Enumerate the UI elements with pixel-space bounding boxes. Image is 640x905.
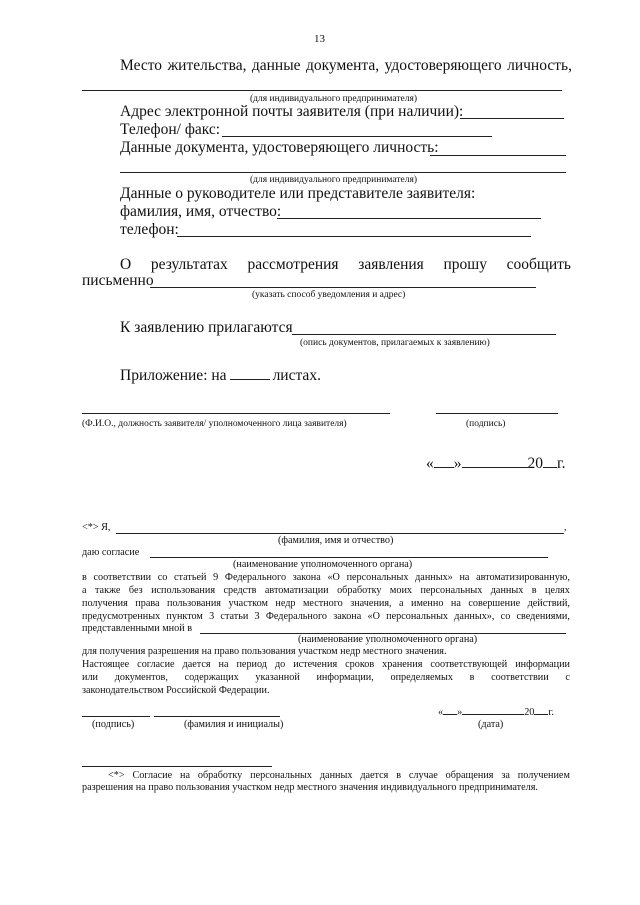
date-line xyxy=(426,455,565,473)
word: закона xyxy=(292,572,321,583)
attachments-label: К заявлению прилагаются xyxy=(120,319,293,336)
word: значения, xyxy=(350,598,392,609)
word: на xyxy=(180,770,190,781)
word: за xyxy=(501,770,510,781)
id-doc-field[interactable] xyxy=(430,155,566,156)
consent-initials-field[interactable] xyxy=(154,716,280,717)
appendix-suffix: листах. xyxy=(272,367,321,384)
word: случае xyxy=(408,770,438,781)
word: на xyxy=(450,598,461,609)
word: закона xyxy=(333,611,362,622)
consent-year-field[interactable] xyxy=(534,705,548,715)
word: «О xyxy=(327,572,340,583)
signature-field[interactable] xyxy=(436,413,558,414)
email-label: Адрес электронной почты заявителя (при наличии): xyxy=(120,103,464,120)
word: пользования xyxy=(167,598,221,609)
consent-line-5: представленными мной в xyxy=(82,623,193,634)
consent-date-line xyxy=(438,705,554,718)
residence-caption: (для индивидуального предпринимателя) xyxy=(250,94,417,104)
fio-field[interactable] xyxy=(277,218,541,219)
word: рассмотрения xyxy=(247,256,339,273)
quote-close: » xyxy=(453,455,462,472)
signature-caption: (подпись) xyxy=(466,419,506,429)
word: именно xyxy=(411,598,444,609)
word: заявления xyxy=(358,256,424,273)
word: пунктом xyxy=(166,611,203,622)
notify-method-field[interactable] xyxy=(150,287,536,288)
consent-line-8 xyxy=(82,672,570,683)
word: со xyxy=(500,611,511,622)
word: статьи xyxy=(220,611,249,622)
word: средств xyxy=(223,585,257,596)
month-field[interactable] xyxy=(462,455,528,468)
fio-label: фамилия, имя, отчество: xyxy=(120,203,282,220)
id-doc-field-2[interactable] xyxy=(120,172,566,173)
head-phone-label: телефон: xyxy=(120,221,179,238)
word: в xyxy=(396,770,402,781)
word: без xyxy=(128,585,143,596)
year-suffix: г. xyxy=(548,707,554,718)
word: в xyxy=(531,585,537,596)
word: в xyxy=(469,672,475,683)
word: 3 xyxy=(209,611,215,622)
footnote-separator xyxy=(82,766,272,767)
email-field[interactable] xyxy=(460,118,564,119)
word: предусмотренных xyxy=(82,611,161,622)
word: до xyxy=(274,659,286,670)
consent-fio-field[interactable] xyxy=(116,533,564,534)
consent-line-4 xyxy=(82,611,570,622)
word: сведениями, xyxy=(516,611,570,622)
applicant-fio-caption: (Ф.И.О., должность заявителя/ уполномоченного лица заявителя) xyxy=(82,419,347,429)
word: персональных xyxy=(420,585,483,596)
word: информации, xyxy=(316,672,374,683)
word: определяемых xyxy=(390,672,453,683)
word: действий, xyxy=(527,598,570,609)
consent-intro: <*> Я, xyxy=(82,522,111,533)
word: данных» xyxy=(415,572,453,583)
word: автоматизированную, xyxy=(476,572,570,583)
applicant-fio-field[interactable] xyxy=(82,413,390,414)
word: со xyxy=(157,572,168,583)
word: дается xyxy=(182,659,211,670)
word: получением xyxy=(517,770,570,781)
results-line xyxy=(120,256,571,274)
consent-line-3 xyxy=(82,598,570,609)
quote-open: « xyxy=(426,455,434,472)
consent-date-caption: (дата) xyxy=(478,719,504,730)
word: <*> xyxy=(108,770,125,781)
year-field[interactable] xyxy=(543,455,557,468)
word: период xyxy=(236,659,267,670)
word: 9 xyxy=(213,572,219,583)
year-prefix: 20 xyxy=(524,707,535,718)
word: соответствии xyxy=(491,672,549,683)
written-label: письменно xyxy=(82,272,154,289)
word: содержащих xyxy=(184,672,239,683)
consent-line-7 xyxy=(82,659,570,670)
word: соответствии xyxy=(93,572,152,583)
word: Федерального xyxy=(224,572,287,583)
consent-fio-caption: (фамилия, имя и отчество) xyxy=(278,535,394,546)
id-doc-caption: (для индивидуального предпринимателя) xyxy=(250,175,417,185)
consent-org-field[interactable] xyxy=(150,557,548,558)
day-field[interactable] xyxy=(434,455,454,468)
word: соответствующей xyxy=(430,659,508,670)
consent-line-2 xyxy=(82,585,570,596)
consent-org-caption-2: (наименование уполномоченного органа) xyxy=(298,634,478,645)
word: персональных xyxy=(250,770,312,781)
consent-signature-field[interactable] xyxy=(82,716,150,717)
word: указанной xyxy=(255,672,300,683)
word: автоматизации xyxy=(264,585,329,596)
quote-close: » xyxy=(457,707,463,718)
word: Место xyxy=(120,57,163,74)
word: личность, xyxy=(507,57,572,74)
word: данных xyxy=(490,585,524,596)
footnote-line-1 xyxy=(108,770,570,781)
word: Согласие xyxy=(132,770,173,781)
head-phone-field[interactable] xyxy=(177,236,531,237)
word: 3 xyxy=(254,611,260,622)
word: информации xyxy=(515,659,570,670)
footnote-line-2: разрешения на право пользования участком недр местного значения индивидуального предпринимателя. xyxy=(82,782,538,793)
word: жительства, xyxy=(167,57,247,74)
word: недр xyxy=(275,598,296,609)
word: целях xyxy=(545,585,570,596)
consent-day-field[interactable] xyxy=(443,705,457,715)
appendix-prefix: Приложение: на xyxy=(120,367,227,384)
word: а xyxy=(82,585,87,596)
word: удостоверяющего xyxy=(384,57,502,74)
word: моих xyxy=(389,585,412,596)
word: хранения xyxy=(382,659,423,670)
word: права xyxy=(135,598,160,609)
attachments-caption: (опись документов, прилагаемых к заявлению) xyxy=(300,338,490,348)
consent-month-field[interactable] xyxy=(462,705,524,715)
word: данные xyxy=(251,57,301,74)
word: документа, xyxy=(305,57,380,74)
page-number: 13 xyxy=(314,33,325,45)
word: сроков xyxy=(345,659,375,670)
word: обработку xyxy=(197,770,243,781)
consent-line-1 xyxy=(82,572,570,583)
attachments-field[interactable] xyxy=(292,334,556,335)
word: Федерального xyxy=(265,611,327,622)
word: результатах xyxy=(150,256,228,273)
word: получения xyxy=(82,598,128,609)
consent-initials-caption: (фамилия и инициалы) xyxy=(184,719,284,730)
consent-line-9: законодательством Российской Федерации. xyxy=(82,685,270,696)
consent-line-6: для получения разрешения на право пользования участком недр местного значения. xyxy=(82,646,447,657)
word: на xyxy=(459,572,470,583)
word: использования xyxy=(151,585,216,596)
word: персональных xyxy=(386,611,449,622)
year-suffix: г. xyxy=(557,455,566,472)
notify-caption: (указать способ уведомления и адрес) xyxy=(252,290,406,300)
word: персональных xyxy=(346,572,409,583)
sheets-count-field[interactable] xyxy=(230,367,270,380)
quote-open: « xyxy=(438,707,444,718)
consent-comma: , xyxy=(564,522,567,533)
word: статьей xyxy=(174,572,207,583)
word: местного xyxy=(302,598,343,609)
word: а xyxy=(399,598,404,609)
word: сообщить xyxy=(506,256,571,273)
word: обращения xyxy=(445,770,494,781)
word: документов, xyxy=(114,672,168,683)
word: в xyxy=(82,572,87,583)
word: «О xyxy=(367,611,380,622)
word: дается xyxy=(360,770,389,781)
head-label: Данные о руководителе или представителе заявителя: xyxy=(120,185,476,202)
phone-field[interactable] xyxy=(222,136,492,137)
word: Настоящее xyxy=(82,659,130,670)
phone-label: Телефон/ факс: xyxy=(120,121,221,138)
word: также xyxy=(94,585,121,596)
word: обработку xyxy=(337,585,382,596)
residence-field[interactable] xyxy=(82,90,562,91)
word: данных xyxy=(319,770,353,781)
word: совершение xyxy=(468,598,521,609)
word: участком xyxy=(228,598,268,609)
consent-org-caption: (наименование уполномоченного органа) xyxy=(233,559,413,570)
word: на xyxy=(218,659,229,670)
year-prefix: 20 xyxy=(527,455,543,472)
word: истечения xyxy=(293,659,338,670)
id-doc-label: Данные документа, удостоверяющего личность: xyxy=(120,139,439,156)
consent-sign-caption: (подпись) xyxy=(92,719,135,730)
word: О xyxy=(120,256,132,273)
appendix-label xyxy=(120,367,321,385)
give-consent: даю согласие xyxy=(82,547,140,558)
residence-line xyxy=(120,57,572,75)
word: согласие xyxy=(137,659,175,670)
word: прошу xyxy=(443,256,487,273)
word: данных», xyxy=(454,611,495,622)
word: с xyxy=(565,672,570,683)
word: или xyxy=(82,672,98,683)
